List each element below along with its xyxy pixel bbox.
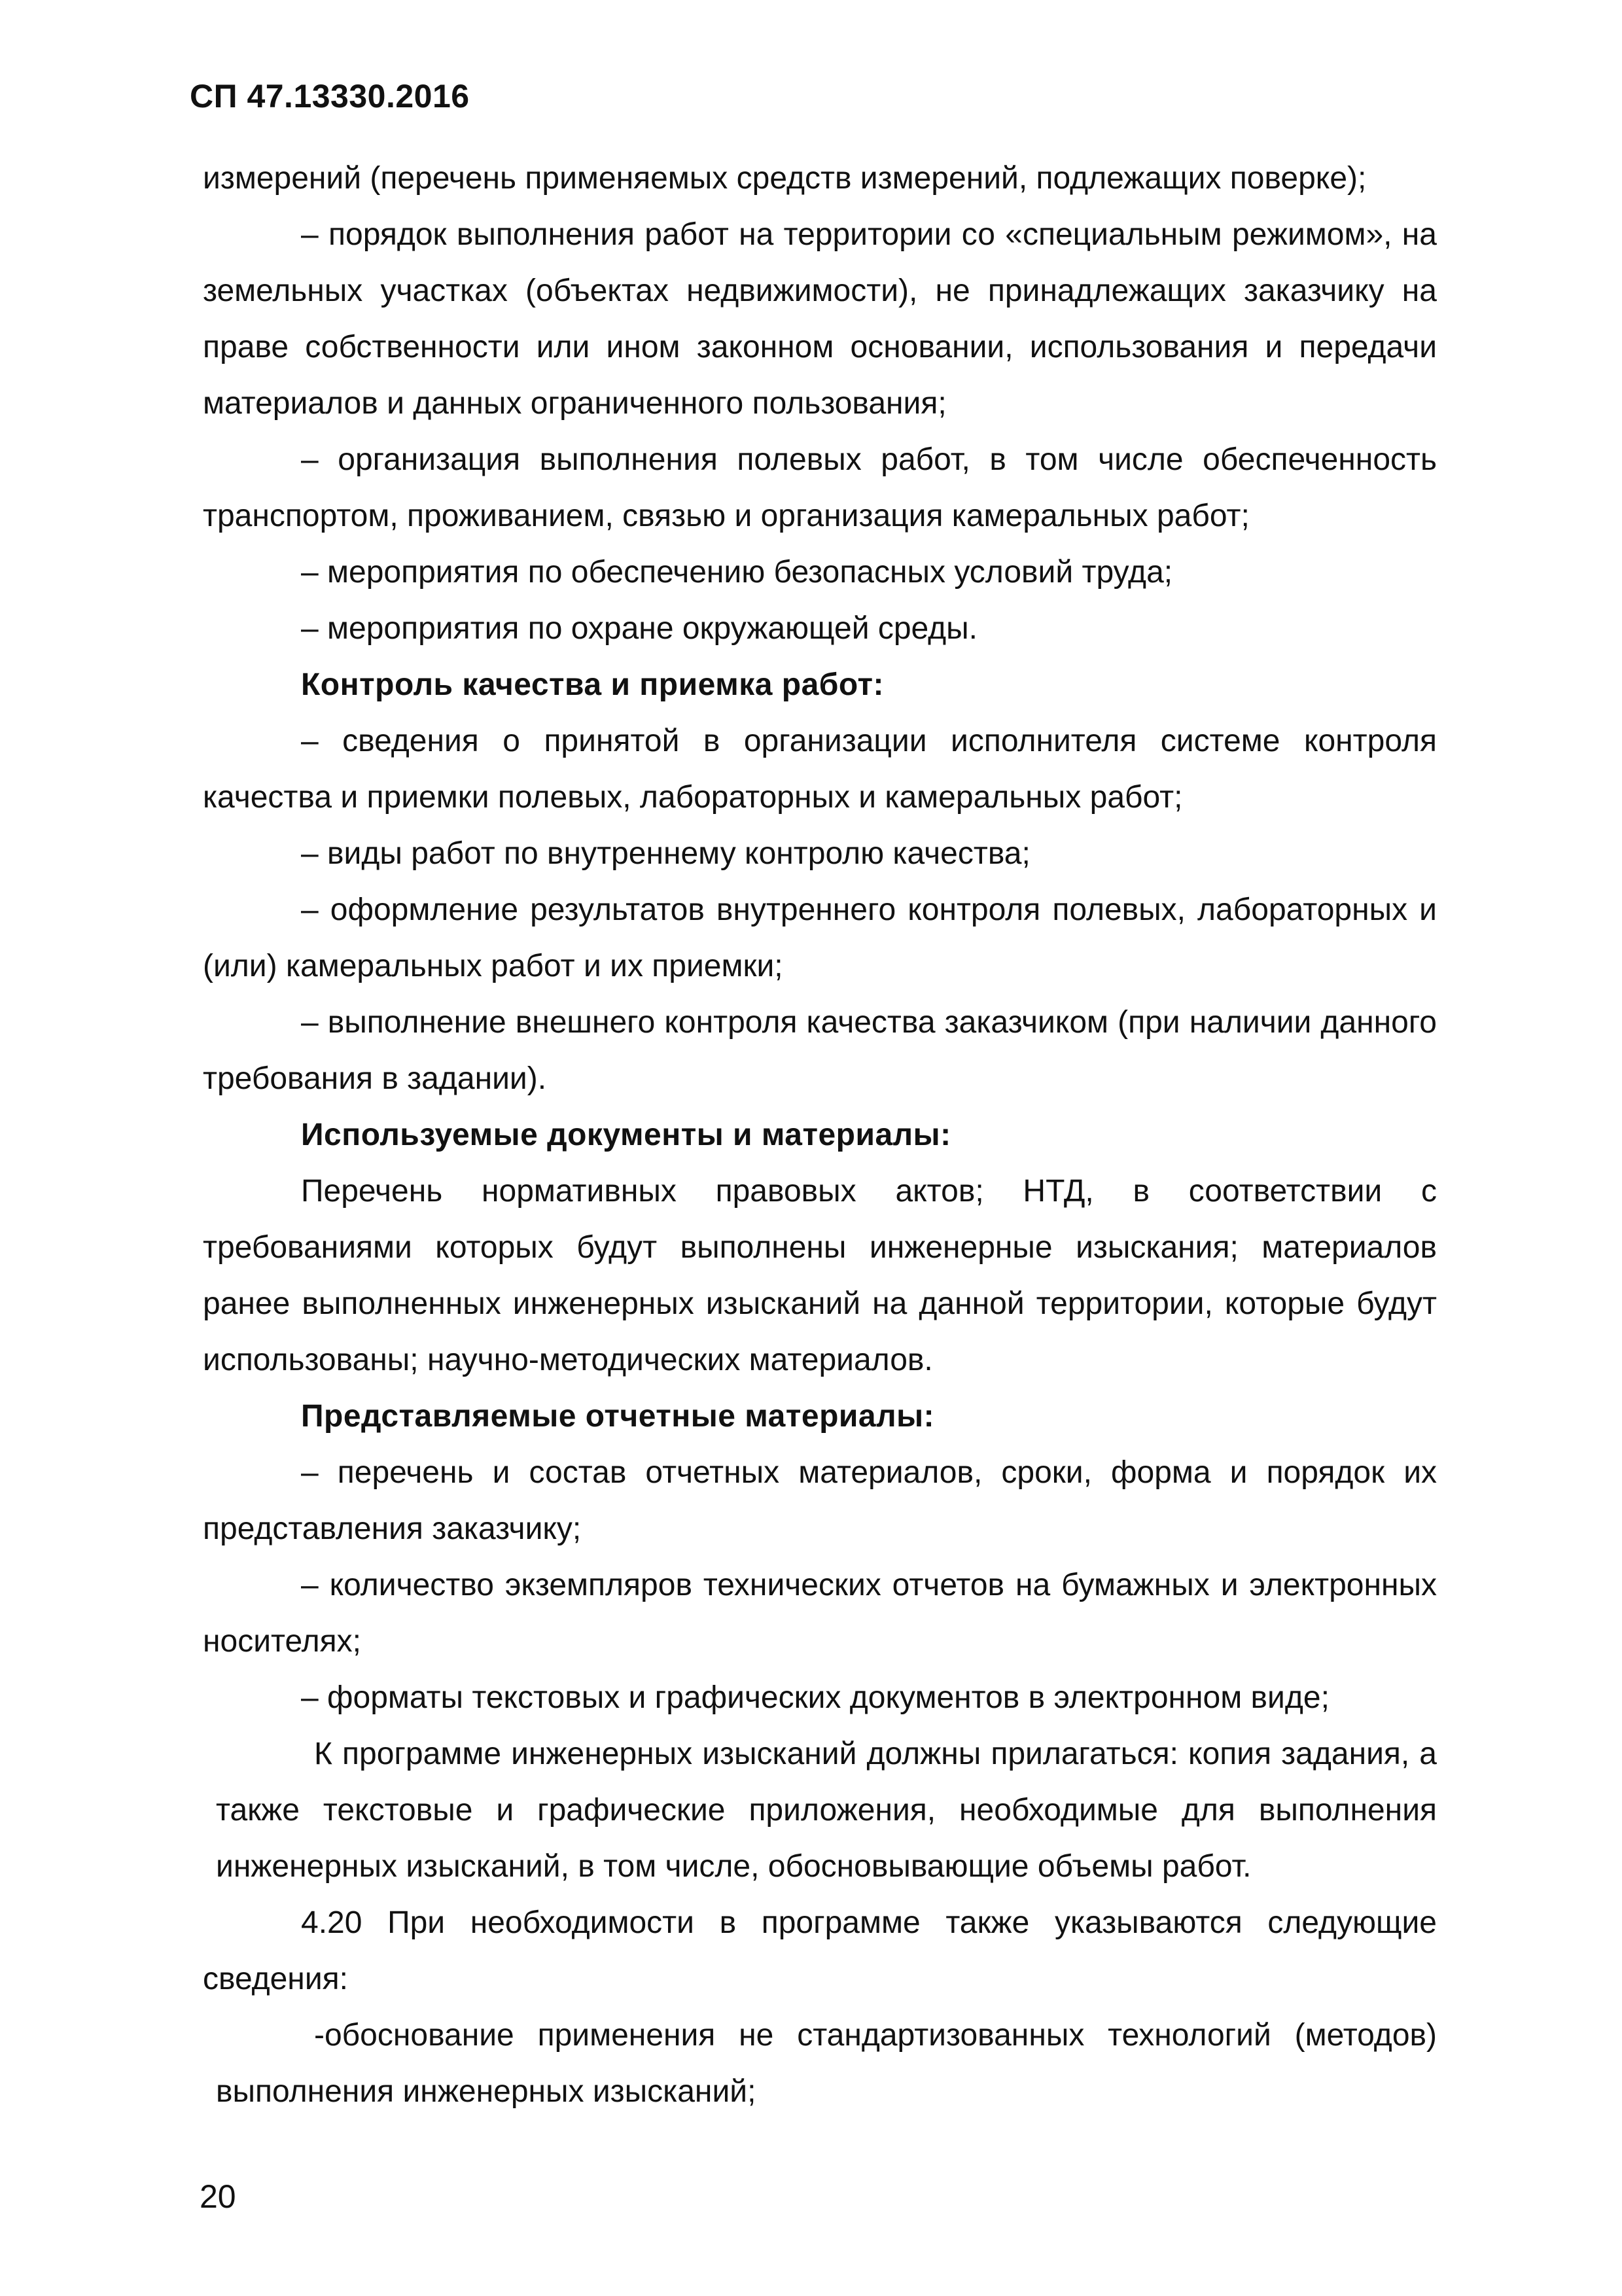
list-item: – виды работ по внутреннему контролю качества; [301,836,1031,871]
section-heading-reports: Представляемые отчетные материалы: [301,1399,935,1434]
list-item: – сведения о принятой в организации исполнителя системе контроля качества и приемки полевых, лабораторных и камеральных работ; [203,724,1437,815]
paragraph: Перечень нормативных правовых актов; НТД, в соответствии с требованиями которых будут выполнены инженерные изыскания; материалов ранее выполненных инженерных изысканий на данной территории, которые будут использованы; научно-методических материалов. [203,1174,1437,1377]
section-heading-documents: Используемые документы и материалы: [301,1118,951,1152]
paragraph-continuation: измерений (перечень применяемых средств измерений, подлежащих поверке); [203,161,1367,196]
document-code: СП 47.13330.2016 [190,78,470,115]
paragraph: К программе инженерных изысканий должны прилагаться: копия задания, а также текстовые и графические приложения, необходимые для выполнения инженерных изысканий, в том числе, обосновывающие объемы работ. [216,1737,1437,1884]
section-heading-quality-control: Контроль качества и приемка работ: [301,667,885,702]
list-item: -обоснование применения не стандартизованных технологий (методов) выполнения инженерных изысканий; [216,2018,1437,2109]
page-number: 20 [200,2178,236,2215]
list-item: – мероприятия по охране окружающей среды. [301,611,978,646]
list-item: – количество экземпляров технических отчетов на бумажных и электронных носителях; [203,1568,1437,1659]
list-item: – мероприятия по обеспечению безопасных условий труда; [301,555,1173,590]
clause-4-20: 4.20 При необходимости в программе также указываются следующие сведения: [203,1905,1437,1996]
list-item: – оформление результатов внутреннего контроля полевых, лабораторных и (или) камеральных работ и их приемки; [203,892,1437,983]
list-item: – организация выполнения полевых работ, в том числе обеспеченность транспортом, проживанием, связью и организация камеральных работ; [203,442,1437,533]
page-body [203,150,1437,2120]
list-item: – порядок выполнения работ на территории со «специальным режимом», на земельных участках (объектах недвижимости), не принадлежащих заказчику на праве собственности или ином законном основании, использования и передачи материалов и данных ограниченного пользования; [203,217,1437,421]
list-item: – перечень и состав отчетных материалов, сроки, форма и порядок их представления заказчику; [203,1455,1437,1546]
list-item: – форматы текстовых и графических документов в электронном виде; [301,1680,1330,1715]
list-item: – выполнение внешнего контроля качества заказчиком (при наличии данного требования в задании). [203,1005,1437,1096]
